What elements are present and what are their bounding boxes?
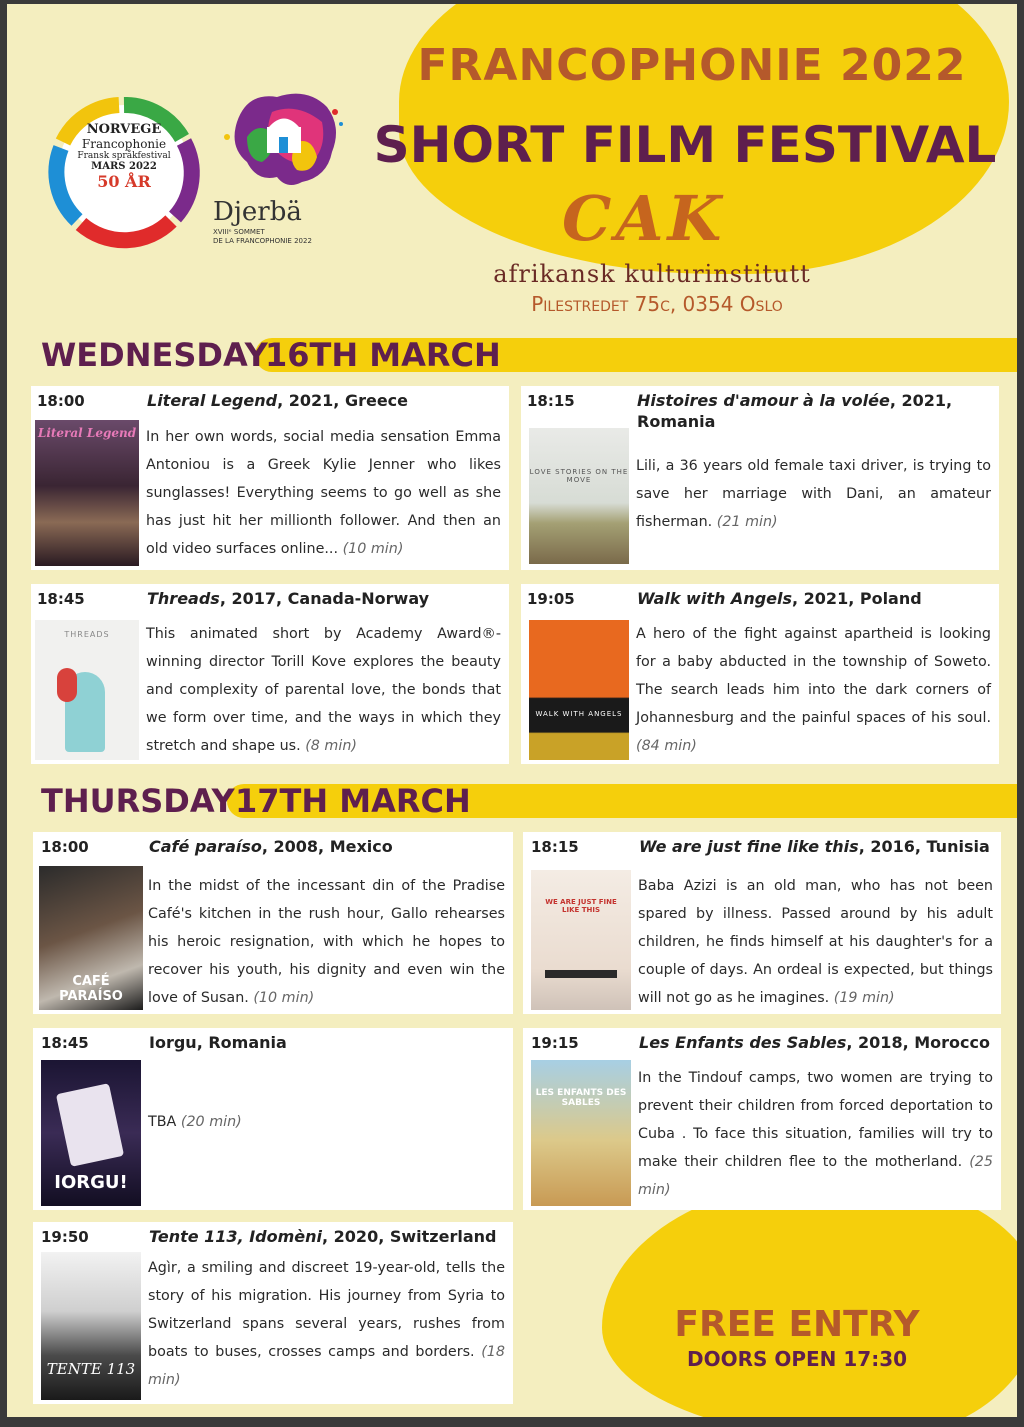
film-title bbox=[639, 1032, 993, 1053]
film-duration: (19 min) bbox=[833, 990, 895, 1006]
film-title-name: We are just fine like this bbox=[639, 837, 859, 856]
film-poster-image bbox=[35, 620, 139, 760]
logo-line-50ar: 50 ÅR bbox=[97, 172, 151, 191]
film-card-walk-with-angels bbox=[521, 584, 999, 764]
djerba-wordmark: Djerbä bbox=[213, 197, 302, 227]
film-description-text: Baba Azizi is an old man, who has not been spared by illness. Passed around by his adult children, he finds himself at his daughter's for a couple of days. An ordeal is expected, but things will not go as he imagines. bbox=[638, 878, 993, 1006]
film-duration: (21 min) bbox=[716, 514, 778, 530]
film-title bbox=[149, 836, 505, 857]
logo-line-date: MARS 2022 bbox=[91, 161, 157, 172]
poster-title: THREADS bbox=[64, 630, 110, 639]
film-duration: (10 min) bbox=[253, 990, 315, 1006]
day-heading-thursday bbox=[7, 782, 1017, 820]
cak-logo-text: CAK bbox=[562, 182, 726, 255]
yellow-blob-bottom bbox=[602, 1179, 1017, 1417]
screening-time: 18:15 bbox=[531, 838, 579, 856]
film-card-threads bbox=[31, 584, 509, 764]
film-card-tente-113 bbox=[33, 1222, 513, 1404]
film-duration: (18 min) bbox=[148, 1344, 505, 1388]
day-date: 16TH MARCH bbox=[265, 336, 501, 374]
film-description-text: In her own words, social media sensation Emma Antoniou is a Greek Kylie Jenner who likes sunglasses! Everything seems to go well as she has just hit her millionth follower. And then an old video surfaces online... bbox=[146, 429, 501, 557]
film-title-name: Café paraíso bbox=[149, 837, 262, 856]
festival-title-line1: FRANCOPHONIE 2022 bbox=[417, 40, 967, 91]
film-title bbox=[639, 836, 993, 857]
free-entry-heading: FREE ENTRY bbox=[674, 1304, 920, 1345]
film-title bbox=[637, 588, 991, 609]
film-description bbox=[148, 872, 505, 1012]
poster-card bbox=[56, 1083, 124, 1167]
institute-name: afrikansk kulturinstitutt bbox=[493, 260, 811, 288]
film-description bbox=[636, 620, 991, 760]
film-description bbox=[146, 423, 501, 563]
film-description-text: A hero of the fight against apartheid is looking for a baby abducted in the township of Soweto. The search leads him into the dark corners of Johannesburg and the painful spaces of his soul. bbox=[636, 626, 991, 726]
logo-line-norvege: NORVEGE bbox=[86, 122, 162, 137]
venue-address: Pilestredet 75c, 0354 Oslo bbox=[531, 292, 783, 316]
film-title-meta: , 2021, Romania bbox=[637, 391, 953, 431]
film-description bbox=[638, 1064, 993, 1204]
logo-ring-text bbox=[39, 122, 209, 191]
festival-title-line2: SHORT FILM FESTIVAL bbox=[373, 116, 997, 174]
film-title-meta: , 2020, Switzerland bbox=[322, 1227, 497, 1246]
djerba-sub-line2: DE LA FRANCOPHONIE 2022 bbox=[213, 237, 312, 245]
poster-title: IORGU! bbox=[54, 1172, 128, 1193]
film-title bbox=[637, 390, 991, 432]
film-card-histoires-damour bbox=[521, 386, 999, 570]
film-title bbox=[147, 588, 501, 609]
film-poster-image bbox=[529, 428, 629, 564]
film-duration: (20 min) bbox=[180, 1114, 242, 1130]
film-card-les-enfants-des-sables bbox=[523, 1028, 1001, 1210]
film-title-meta: , 2021, Greece bbox=[277, 391, 409, 410]
film-poster-image bbox=[531, 870, 631, 1010]
cak-logo bbox=[562, 182, 732, 255]
film-card-literal-legend bbox=[31, 386, 509, 570]
screening-time: 18:45 bbox=[37, 590, 85, 608]
film-card-iorgu bbox=[33, 1028, 513, 1210]
film-description-text: In the midst of the incessant din of the Pradise Café's kitchen in the rush hour, Gallo rehearses his heroic resignation, with which he hopes to recover his youth, his dignity and even win the love of Susan. bbox=[148, 878, 505, 1006]
film-description-text: Agìr, a smiling and discreet 19-year-old, tells the story of his migration. His journey from Syria to Switzerland spans several years, rushes from boats to buses, crosses camps and borders. bbox=[148, 1260, 505, 1360]
film-poster-image bbox=[531, 1060, 631, 1206]
poster-title: Literal Legend bbox=[37, 426, 137, 440]
film-title-meta: , Romania bbox=[196, 1033, 287, 1052]
film-description-text: TBA bbox=[148, 1114, 177, 1130]
film-poster-image bbox=[41, 1252, 141, 1400]
poster-child bbox=[57, 668, 77, 702]
film-title bbox=[149, 1032, 505, 1053]
poster-title: TENTE 113 bbox=[46, 1360, 136, 1378]
film-description bbox=[638, 872, 993, 1012]
film-card-we-are-just-fine bbox=[523, 832, 1001, 1014]
film-card-cafe-paraiso bbox=[33, 832, 513, 1014]
film-description bbox=[146, 620, 501, 760]
film-title bbox=[147, 390, 501, 411]
film-title-name: Walk with Angels bbox=[637, 589, 793, 608]
film-duration: (10 min) bbox=[342, 541, 404, 557]
day-name: WEDNESDAY bbox=[41, 336, 268, 374]
day-date: 17TH MARCH bbox=[235, 782, 471, 820]
screening-time: 19:05 bbox=[527, 590, 575, 608]
logo-line-francophonie: Francophonie bbox=[81, 137, 167, 151]
film-description bbox=[148, 1108, 505, 1136]
poster-title: LES ENFANTS DES SABLES bbox=[535, 1088, 627, 1108]
logo-line-festival: Fransk språkfestival bbox=[77, 151, 171, 161]
film-title-name: Literal Legend bbox=[147, 391, 278, 410]
film-description-text: In the Tindouf camps, two women are trying to prevent their children from forced deportation to Cuba . To face this situation, families will try to make their children flee to the motherland. bbox=[638, 1070, 993, 1170]
film-poster-image bbox=[529, 620, 629, 760]
screening-time: 19:15 bbox=[531, 1034, 579, 1052]
djerba-sub-line1: XVIIIᵉ SOMMET bbox=[213, 228, 265, 236]
poster-title: LOVE STORIES ON THE MOVE bbox=[529, 468, 629, 484]
film-duration: (84 min) bbox=[636, 738, 697, 754]
film-title-name: Iorgu bbox=[149, 1033, 197, 1052]
film-title-meta: , 2021, Poland bbox=[792, 589, 922, 608]
screening-time: 18:45 bbox=[41, 1034, 89, 1052]
poster-title: WE ARE JUST FINE LIKE THIS bbox=[545, 898, 617, 914]
film-poster-image bbox=[41, 1060, 141, 1206]
poster-page bbox=[7, 4, 1017, 1417]
film-description bbox=[636, 452, 991, 536]
day-heading-wednesday bbox=[7, 336, 1017, 374]
film-poster-image bbox=[35, 420, 139, 566]
film-duration: (25 min) bbox=[638, 1154, 993, 1198]
film-poster-image bbox=[39, 866, 143, 1010]
doors-open-time: DOORS OPEN 17:30 bbox=[686, 1347, 908, 1371]
screening-time: 19:50 bbox=[41, 1228, 89, 1246]
film-title-meta: , 2017, Canada-Norway bbox=[219, 589, 430, 608]
film-title-name: Threads bbox=[147, 589, 220, 608]
poster-title: CAFÉ PARAÍSO bbox=[59, 974, 123, 1004]
day-name: THURSDAY bbox=[41, 782, 235, 820]
film-title bbox=[149, 1226, 505, 1247]
film-title-name: Histoires d'amour à la volée bbox=[637, 391, 890, 410]
djerba-subtitle bbox=[213, 228, 343, 246]
film-title-meta: , 2016, Tunisia bbox=[858, 837, 990, 856]
film-description-text: Lili, a 36 years old female taxi driver, is trying to save her marriage with Dani, an amateur fisherman. bbox=[636, 458, 991, 530]
film-description-text: This animated short by Academy Award®-winning director Torill Kove explores the beauty and complexity of parental love, the bonds that we form over time, and the ways in which they stretch and shape us. bbox=[146, 626, 501, 754]
film-title-meta: , 2008, Mexico bbox=[261, 837, 393, 856]
poster-title: WALK WITH ANGELS bbox=[535, 710, 623, 718]
film-title-name: Tente 113, Idomèni bbox=[149, 1227, 323, 1246]
poster-bench bbox=[545, 970, 617, 978]
screening-time: 18:00 bbox=[41, 838, 89, 856]
screening-time: 18:00 bbox=[37, 392, 85, 410]
film-duration: (8 min) bbox=[305, 738, 357, 754]
screening-time: 18:15 bbox=[527, 392, 575, 410]
film-title-meta: , 2018, Morocco bbox=[846, 1033, 990, 1052]
djerba-summit-logo-art bbox=[217, 82, 347, 197]
film-description bbox=[148, 1254, 505, 1394]
film-title-name: Les Enfants des Sables bbox=[639, 1033, 847, 1052]
